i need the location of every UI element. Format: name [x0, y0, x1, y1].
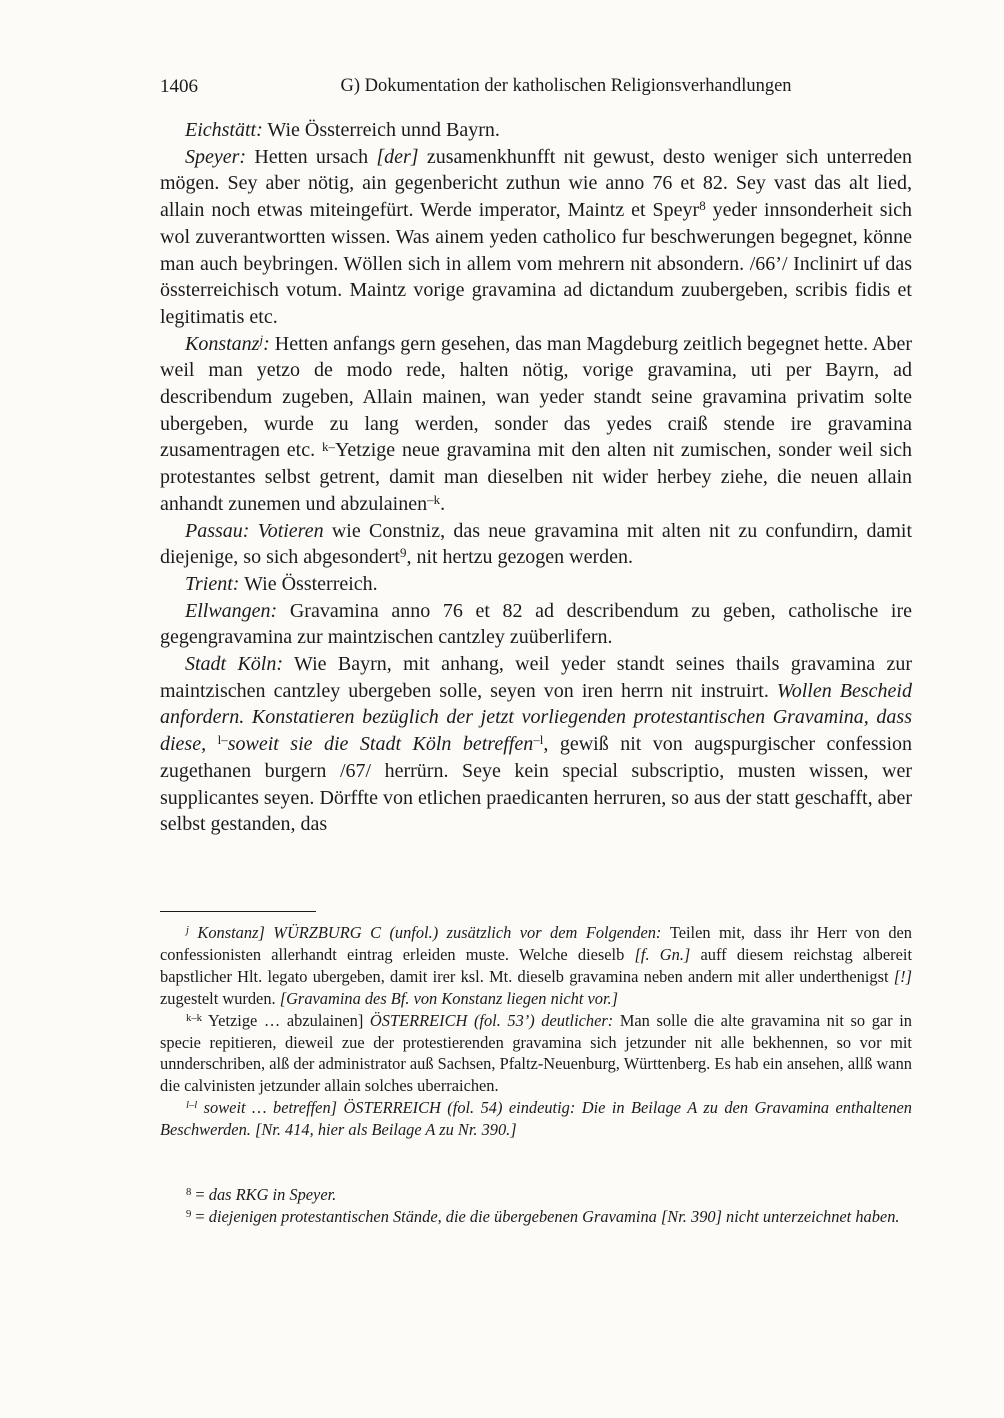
- apparatus-note-l: $^{l-l}$ soweit … betreffen] ÖSTERREICH (fol. 54) eindeutig: Die in Beilage A zu den Gravamina enthaltenen Beschwerden. [Nr. 414, hier als Beilage A zu Nr. 390.]: [160, 1098, 912, 1140]
- page-number: 1406: [160, 76, 198, 97]
- paragraph-trient: Trient: Wie Össterreich.: [185, 572, 378, 595]
- apparatus-note-k: $^{k-k}$ Yetzige … abzulainen] ÖSTERREICH (fol. 53’) deutlicher: Man solle die alte gravamina nit so gar in specie repitieren, dieweil zue der protestierenden gravamina sich jetzunder nit alle bekhennen, so vor mit unnderschriben, alß der administrator auß Sachsen, Pfaltz-Neuenburg, Württenberg. Es hab ein ansehen, allß wann die calvinisten jetzunder allain solches uberraichen.: [160, 1010, 912, 1096]
- footnote-separator: [160, 911, 316, 912]
- page-header: [160, 76, 912, 102]
- paragraph-eichstaett: Eichstätt: Wie Össterreich unnd Bayrn.: [185, 119, 500, 141]
- paragraph-speyer: Speyer: Hetten ursach [der] zusamenkhunfft nit gewust, desto weniger sich unterreden mögen. Sey aber nötig, ain gegenbericht zuthun wie anno 76 et 82. Sey vast das alt lied, allain noch etwas miteingefürt. Werde imperator, Maintz et Speyr$^8$ yeder innsonderheit sich wol zuverantwortten wissen. Was ainem yeden catholico fur beschwerungen begegnet, könne man auch beybringen. Wöllen sich in allem vom mehrern nit absondern. /66’/ Inclinirt uf das össterreichisch votum. Maintz vorige gravamina ad dictandum zuubergeben, scribis fidis et legitimatis etc.: [160, 145, 913, 328]
- footnote-8: $^8$ = das RKG in Speyer.: [186, 1185, 337, 1204]
- main-text: [160, 117, 912, 838]
- paragraph-passau: Passau: Votieren wie Constniz, das neue gravamina mit alten nit zu confundirn, damit diejenige, so sich abgesondert$^9$, nit hertzu gezogen werden.: [160, 519, 912, 569]
- paragraph-konstanz: Konstanz$^j$: Hetten anfangs gern gesehen, das man Magdeburg zeitlich begegnet hette. Aber weil man yetzo de modo rede, halten nötig, vorige gravamina, uti per Bayrn, ad describendum zugeben, Allain mainen, wan yeder standt seine gravamina privatim solte ubergeben, wurde zu lang werden, sonder das yedes craiß stende ire gravamina zusamentragen etc. $^{k-}$Yetzige neue gravamina mit den alten nit zumischen, sonder weil sich protestantes selbst getrent, damit man dieselben nit wider herbey ziehe, die neuen allain anhandt zunemen und abzulainen$^{-k}$.: [160, 331, 912, 515]
- footnote-9: $^9$ = diejenigen protestantischen Stände, die die übergebenen Gravamina [Nr. 390] nicht unterzeichnet haben.: [186, 1206, 900, 1226]
- apparatus-note-j: $^j$ Konstanz] WÜRZBURG C (unfol.) zusätzlich vor dem Folgenden: Teilen mit, dass ihr Herr von den confessionisten allerhandt eintrag erleiden muste. Welche dieselb [f. Gn.] auff diesem reichstag albereit bapstlicher Hlt. legato ubergeben, damit irer ksl. Mt. dieselb gravamina neben andern mit aller underthenigst [!] zugestelt wurden. [Gravamina des Bf. von Konstanz liegen nicht vor.]: [160, 923, 912, 1008]
- numbered-footnotes: [160, 1184, 912, 1228]
- running-head: G) Dokumentation der katholischen Religionsverhandlungen: [340, 76, 792, 96]
- paragraph-ellwangen: Ellwangen: Gravamina anno 76 et 82 ad describendum zu geben, catholische ire gegengravamina zur maintzischen cantzley zuüberlifern.: [160, 599, 912, 649]
- critical-apparatus: [160, 922, 912, 1141]
- paragraph-stadt-koeln: Stadt Köln: Wie Bayrn, mit anhang, weil yeder standt seines thails gravamina zur maintzischen cantzley ubergeben solle, seyen von iren herrn nit instruirt. Wollen Bescheid anfordern. Konstatieren bezüglich der jetzt vorliegenden protestantischen Gravamina, dass diese, $^{l-}$soweit sie die Stadt Köln betreffen$^{-l}$, gewiß nit von augspurgischer confession zugethanen burgern /67/ herrürn. Seye kein special subscriptio, musten wissen, wer supplicantes seyen. Dörffte von etlichen praedicanten herruren, so aus der statt geschafft, aber selbst gestanden, das: [160, 653, 913, 836]
